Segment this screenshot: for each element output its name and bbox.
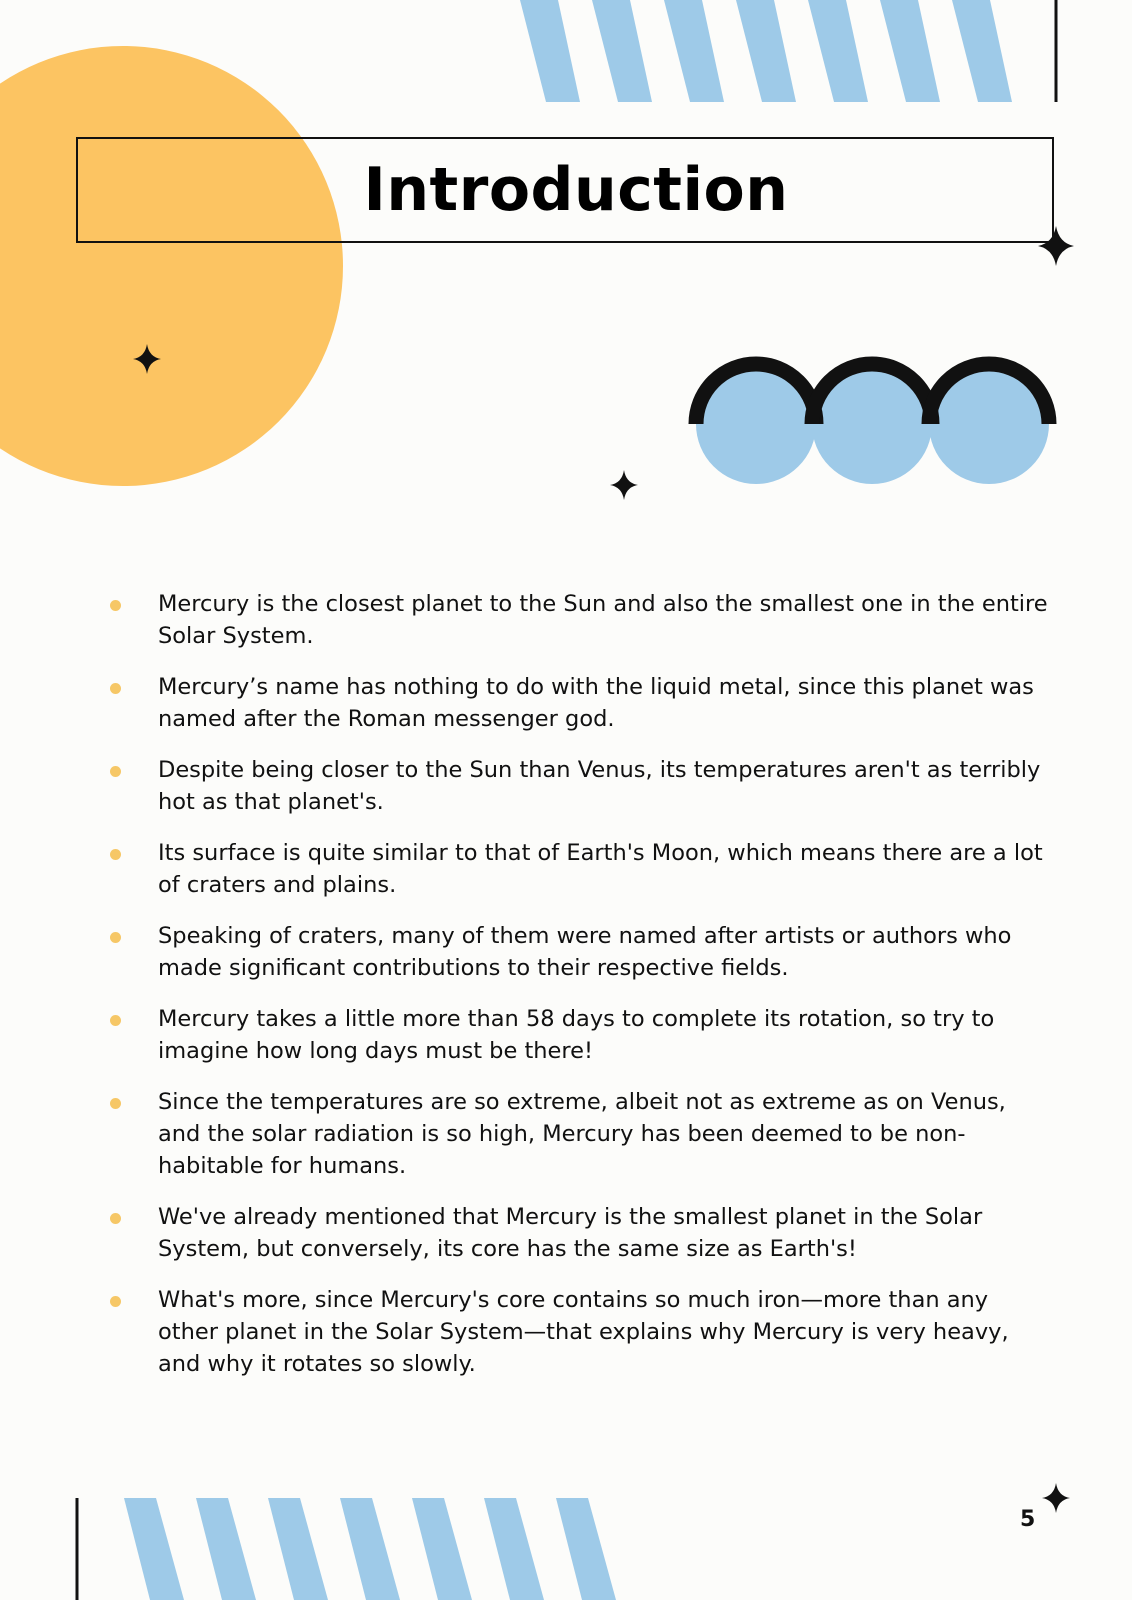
list-item-text: Since the temperatures are so extreme, albeit not as extreme as on Venus, and the solar radiation is so high, Mercury has been deemed to be non-habitable for humans. [158, 1089, 1006, 1179]
list-item-text: Mercury is the closest planet to the Sun and also the smallest one in the entire Solar System. [158, 591, 1048, 649]
bullet-list [110, 588, 1050, 1399]
bullet-dot-icon [110, 1015, 121, 1026]
top-stripes [520, 0, 1012, 102]
sparkle-star-icon [1042, 1483, 1070, 1513]
page-number: 5 [1020, 1507, 1036, 1532]
list-item-text: What's more, since Mercury's core contains so much iron—more than any other planet in the Solar System—that explains why Mercury is very heavy, and why it rotates so slowly. [158, 1287, 1009, 1377]
title-box [76, 137, 1054, 243]
list-item-text: Despite being closer to the Sun than Venus, its temperatures aren't as terribly hot as that planet's. [158, 757, 1041, 815]
bottom-stripes [124, 1498, 616, 1600]
sun-circle [0, 46, 343, 486]
list-item [110, 671, 1050, 735]
bullet-dot-icon [110, 1098, 121, 1109]
list-item [110, 1201, 1050, 1265]
list-item-text: We've already mentioned that Mercury is the smallest planet in the Solar System, but conversely, its core has the same size as Earth's! [158, 1204, 983, 1262]
bullet-dot-icon [110, 1296, 121, 1307]
bullet-dot-icon [110, 849, 121, 860]
list-item [110, 1086, 1050, 1182]
bullet-dot-icon [110, 766, 121, 777]
bullet-dot-icon [110, 932, 121, 943]
list-item [110, 754, 1050, 818]
list-item-text: Mercury takes a little more than 58 days to complete its rotation, so try to imagine how long days must be there! [158, 1006, 995, 1064]
bullet-dot-icon [110, 683, 121, 694]
list-item [110, 1003, 1050, 1067]
list-item-text: Mercury’s name has nothing to do with the liquid metal, since this planet was named after the Roman messenger god. [158, 674, 1034, 732]
planet-circles [696, 364, 1049, 484]
list-item [110, 920, 1050, 984]
list-item-text: Its surface is quite similar to that of Earth's Moon, which means there are a lot of craters and plains. [158, 840, 1043, 898]
list-item-text: Speaking of craters, many of them were named after artists or authors who made significant contributions to their respective fields. [158, 923, 1012, 981]
list-item [110, 588, 1050, 652]
bullet-dot-icon [110, 600, 121, 611]
list-item [110, 1284, 1050, 1380]
sparkle-star-icon [610, 470, 638, 500]
list-item [110, 837, 1050, 901]
page-title: Introduction [363, 155, 789, 225]
bullet-dot-icon [110, 1213, 121, 1224]
